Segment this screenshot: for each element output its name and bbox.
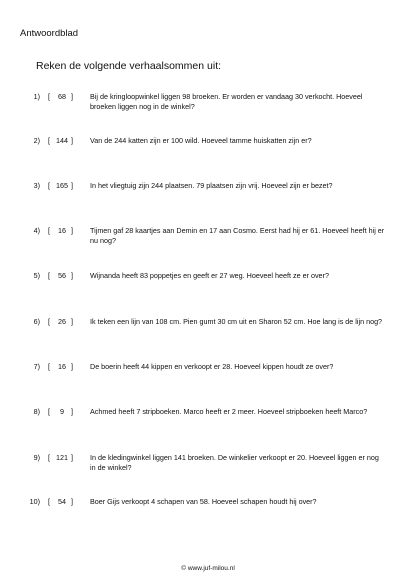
question-number: 5) [33,271,40,280]
question-number: 2) [33,136,40,145]
question-number: 6) [33,317,40,326]
question-text: In de kledingwinkel liggen 141 broeken. De winkelier verkoopt er 20. Hoeveel liggen er nog in de winkel? [90,453,379,472]
question-number: 4) [33,226,40,235]
question-number: 10) [29,497,40,506]
copyright-footer: © www.juf-milou.nl [181,565,235,572]
question-text: Wijnanda heeft 83 poppetjes en geeft er 27 weg. Hoeveel heeft ze er over? [90,271,329,280]
page-title: Reken de volgende verhaalsommen uit: [36,60,222,72]
answer-value: 26 [58,317,66,326]
answer-value: 144 [56,136,68,145]
question-number: 9) [33,453,40,462]
answer-value: 56 [58,271,66,280]
answer-value: 68 [58,92,66,101]
question-text: Ik teken een lijn van 108 cm. Pien gumt 30 cm uit en Sharon 52 cm. Hoe lang is de lijn nog? [90,317,383,326]
question-text: In het vliegtuig zijn 244 plaatsen. 79 plaatsen zijn vrij. Hoeveel zijn er bezet? [90,181,333,190]
answer-value: 16 [58,362,66,371]
question-number: 1) [33,92,40,101]
question-text: Boer Gijs verkoopt 4 schapen van 58. Hoeveel schapen houdt hij over? [90,497,317,506]
answer-value: 165 [56,181,68,190]
question-text: Bij de kringloopwinkel liggen 98 broeken. Er worden er vandaag 30 verkocht. Hoeveel broeken liggen nog in de winkel? [90,92,363,111]
question-text: Tijmen gaf 28 kaartjes aan Demin en 17 aan Cosmo. Eerst had hij er 61. Hoeveel heeft hij er nu nog? [90,226,385,245]
question-number: 7) [33,362,40,371]
answer-value: 9 [60,407,64,416]
question-number: 3) [33,181,40,190]
answer-value: 16 [58,226,66,235]
page-header: Antwoordblad [20,28,79,39]
answer-value: 121 [56,453,68,462]
question-text: Van de 244 katten zijn er 100 wild. Hoeveel tamme huiskatten zijn er? [90,136,312,145]
question-text: De boerin heeft 44 kippen en verkoopt er 28. Hoeveel kippen houdt ze over? [90,362,334,371]
answer-value: 54 [58,497,66,506]
question-number: 8) [33,407,40,416]
question-text: Achmed heeft 7 stripboeken. Marco heeft er 2 meer. Hoeveel stripboeken heeft Marco? [90,407,368,416]
